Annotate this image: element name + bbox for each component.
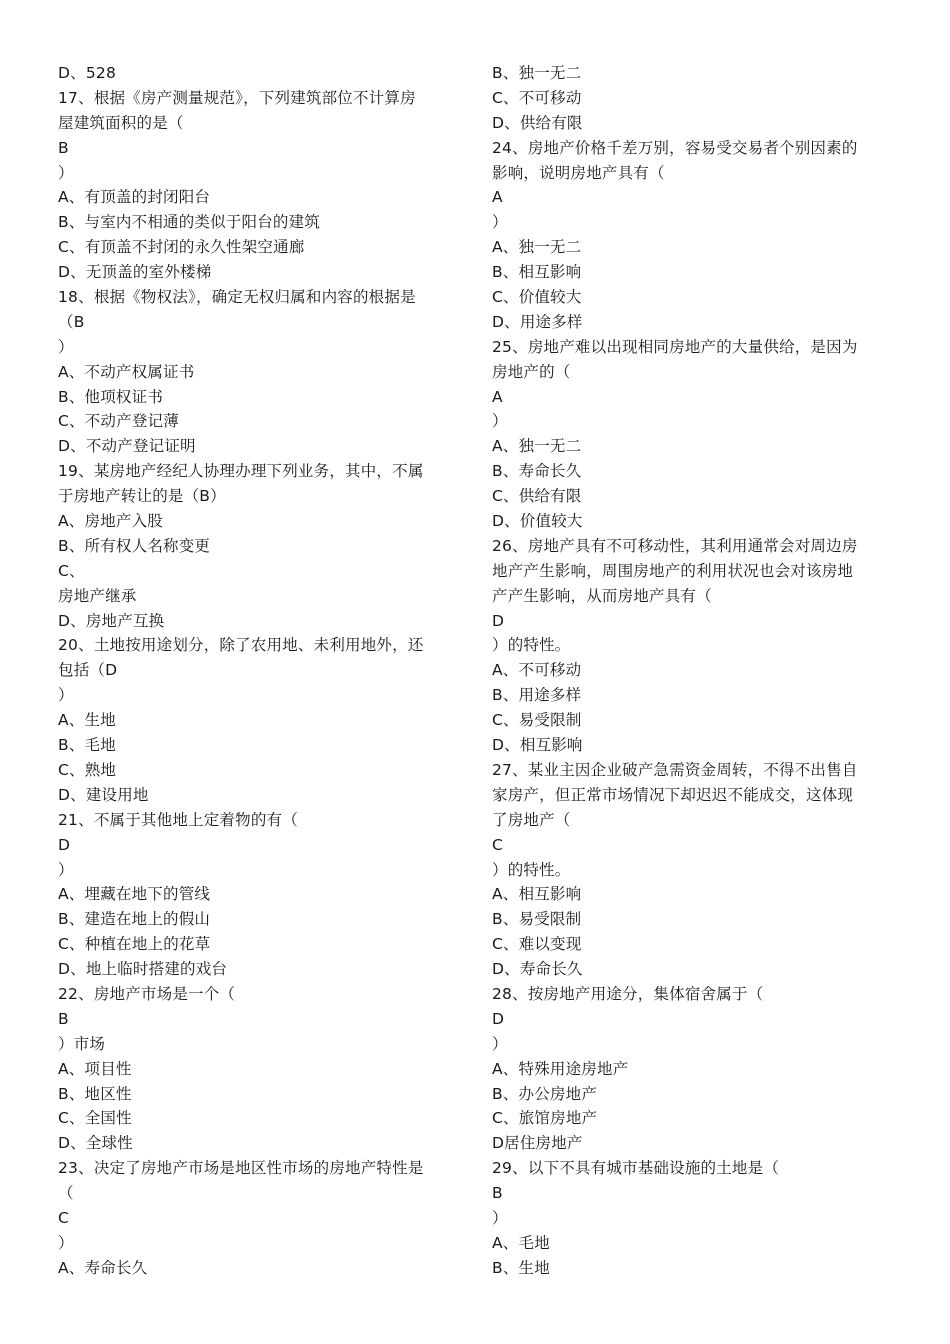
text-line: 产产生影响，从而房地产具有（ — [492, 586, 712, 605]
text-line: A、埋藏在地下的管线 — [58, 885, 211, 904]
text-line: 28、按房地产用途分，集体宿舍属于（ — [492, 984, 764, 1003]
text-line: A、有顶盖的封闭阳台 — [58, 188, 211, 207]
text-line: ）的特性。 — [492, 636, 571, 655]
left-text-column — [58, 61, 463, 1281]
text-line: 地产产生影响，周围房地产的利用状况也会对该房地 — [492, 561, 854, 580]
right-text-column — [492, 61, 894, 1281]
text-line: A、房地产入股 — [58, 512, 164, 531]
text-line: 于房地产转让的是（B） — [58, 487, 226, 506]
text-line: ） — [58, 1233, 74, 1252]
text-line: D、无顶盖的室外楼梯 — [58, 263, 212, 282]
text-line: B、地区性 — [58, 1084, 132, 1103]
text-line: 了房地产（ — [492, 810, 571, 829]
text-line: A、不可移动 — [492, 661, 582, 680]
text-line: B — [492, 1184, 503, 1203]
text-line: A — [492, 387, 503, 406]
text-line: 17、根据《房产测量规范》，下列建筑部位不计算房 — [58, 88, 416, 107]
text-line: B — [58, 138, 69, 157]
text-line: B、寿命长久 — [492, 462, 582, 481]
text-line: ） — [492, 1208, 508, 1227]
text-line: ） — [492, 213, 508, 232]
text-line: B、相互影响 — [492, 263, 582, 282]
text-line: 27、某业主因企业破产急需资金周转，不得不出售自 — [492, 760, 858, 779]
text-line: 29、以下不具有城市基础设施的土地是（ — [492, 1159, 780, 1178]
text-line: ） — [58, 860, 74, 879]
text-line: B、建造在地上的假山 — [58, 910, 211, 929]
text-line: 22、房地产市场是一个（ — [58, 984, 236, 1003]
text-line: B、所有权人名称变更 — [58, 536, 211, 555]
text-line: D、地上临时搭建的戏台 — [58, 960, 228, 979]
text-line: A、相互影响 — [492, 885, 582, 904]
text-line: A、独一无二 — [492, 238, 582, 257]
text-line: 屋建筑面积的是（ — [58, 113, 184, 132]
text-line: C、旅馆房地产 — [492, 1109, 598, 1128]
text-line: C、易受限制 — [492, 711, 582, 730]
text-line: （ — [58, 1184, 74, 1203]
text-line: D、相互影响 — [492, 736, 583, 755]
text-line: A、生地 — [58, 711, 116, 730]
text-line: ）市场 — [58, 1034, 106, 1053]
text-line: 包括（D — [58, 661, 118, 680]
text-line: C、熟地 — [58, 760, 117, 779]
text-line: D、全球性 — [58, 1134, 133, 1153]
text-line: A、毛地 — [492, 1233, 550, 1252]
text-line: B、用途多样 — [492, 686, 582, 705]
text-line: 影响，说明房地产具有（ — [492, 163, 665, 182]
text-line: 房地产继承 — [58, 586, 137, 605]
text-line: D — [58, 835, 71, 854]
text-line: D、用途多样 — [492, 312, 583, 331]
text-line: D、528 — [58, 64, 117, 82]
text-line: A — [492, 188, 503, 207]
text-line: C、价值较大 — [492, 288, 582, 307]
text-line: B、毛地 — [58, 736, 116, 755]
text-line: C、全国性 — [58, 1109, 132, 1128]
text-line: C、种植在地上的花草 — [58, 935, 211, 954]
text-line: 21、不属于其他地上定着物的有（ — [58, 810, 298, 829]
text-line: C、 — [58, 561, 85, 580]
text-line: 家房产，但正常市场情况下却迟迟不能成交，这体现 — [492, 785, 854, 804]
text-line: ）的特性。 — [492, 860, 571, 879]
text-line: D、建设用地 — [58, 785, 149, 804]
text-line: B、办公房地产 — [492, 1084, 598, 1103]
text-line: C — [492, 835, 504, 854]
text-line: D、寿命长久 — [492, 960, 583, 979]
text-line: A、独一无二 — [492, 437, 582, 456]
text-line: ） — [58, 337, 74, 356]
text-line: D、价值较大 — [492, 512, 583, 531]
text-line: B、生地 — [492, 1258, 550, 1277]
text-line: 18、根据《物权法》，确定无权归属和内容的根据是 — [58, 288, 416, 307]
text-line: C、不可移动 — [492, 88, 582, 107]
text-line: C、有顶盖不封闭的永久性架空通廊 — [58, 238, 305, 257]
text-line: 23、决定了房地产市场是地区性市场的房地产特性是 — [58, 1159, 424, 1178]
text-line: 26、房地产具有不可移动性，其利用通常会对周边房 — [492, 536, 858, 555]
text-line: D、房地产互换 — [58, 611, 165, 630]
text-line: 25、房地产难以出现相同房地产的大量供给，是因为 — [492, 337, 858, 356]
text-line: D — [492, 1009, 505, 1028]
text-line: D — [492, 611, 505, 630]
text-line: B、独一无二 — [492, 64, 582, 82]
text-line: ） — [58, 163, 74, 182]
text-line: A、特殊用途房地产 — [492, 1059, 629, 1078]
text-line: ） — [58, 686, 74, 705]
text-line: C、供给有限 — [492, 487, 582, 506]
text-line: ） — [492, 1034, 508, 1053]
text-line: C、难以变现 — [492, 935, 582, 954]
text-line: B、与室内不相通的类似于阳台的建筑 — [58, 213, 321, 232]
text-line: D、不动产登记证明 — [58, 437, 196, 456]
text-line: C、不动产登记薄 — [58, 412, 179, 431]
text-line: B — [58, 1009, 69, 1028]
text-line: B、易受限制 — [492, 910, 582, 929]
text-line: 20、土地按用途划分，除了农用地、未利用地外，还 — [58, 636, 424, 655]
text-line: B、他项权证书 — [58, 387, 164, 406]
text-line: D居住房地产 — [492, 1134, 583, 1153]
text-line: 24、房地产价格千差万别，容易受交易者个别因素的 — [492, 138, 858, 157]
text-line: A、寿命长久 — [58, 1258, 148, 1277]
text-line: D、供给有限 — [492, 113, 583, 132]
text-line: A、不动产权属证书 — [58, 362, 195, 381]
text-line: 房地产的（ — [492, 362, 571, 381]
text-line: ） — [492, 412, 508, 431]
text-line: （B — [58, 312, 85, 331]
text-line: A、项目性 — [58, 1059, 132, 1078]
text-line: C — [58, 1208, 70, 1227]
text-line: 19、某房地产经纪人协理办理下列业务，其中，不属 — [58, 462, 424, 481]
